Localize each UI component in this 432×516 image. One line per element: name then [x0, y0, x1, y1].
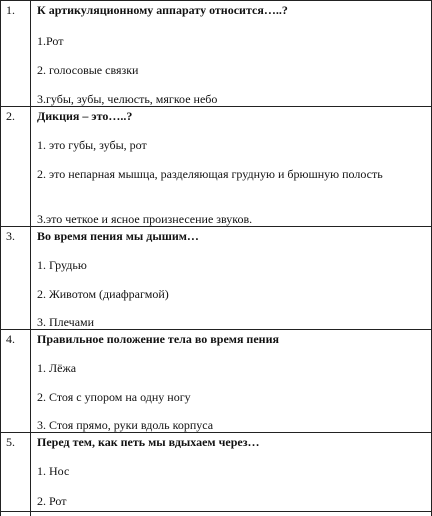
question-number: 4. [6, 332, 15, 346]
question-text: К артикуляционному аппарату относится…..? [37, 3, 288, 17]
question-number: 3. [6, 229, 15, 243]
question-number: 2. [6, 109, 15, 123]
question-number: 1. [6, 3, 15, 17]
column-divider [30, 0, 31, 516]
answer-option: 2. Животом (диафрагмой) [37, 287, 169, 301]
question-number: 5. [6, 435, 15, 449]
question-text: Перед тем, как петь мы вдыхаем через… [37, 435, 260, 449]
table-border-bottom [0, 511, 432, 512]
row-divider [0, 226, 432, 227]
answer-option: 2. голосовые связки [37, 63, 139, 77]
answer-option: 3. Плечами [37, 315, 95, 329]
answer-option: 1.Рот [37, 34, 64, 48]
answer-option: 1. это губы, зубы, рот [37, 138, 147, 152]
row-divider [0, 329, 432, 330]
question-text: Дикция – это…..? [37, 109, 133, 123]
row-divider [0, 106, 432, 107]
answer-option: 2. Рот [37, 494, 67, 508]
answer-option: 3.это четкое и ясное произнесение звуков. [37, 212, 253, 226]
answer-option: 2. это непарная мышца, разделяющая грудную и брюшную полость [37, 167, 383, 181]
answer-option: 1. Лёжа [37, 361, 77, 375]
table-border-top [0, 0, 432, 1]
answer-option: 1. Грудью [37, 258, 87, 272]
row-divider [0, 432, 432, 433]
table-border-left [0, 0, 1, 516]
answer-option: 1. Нос [37, 464, 70, 478]
answer-option: 3.губы, зубы, челюсть, мягкое небо [37, 92, 218, 106]
answer-option: 3. Стоя прямо, руки вдоль корпуса [37, 418, 214, 432]
question-text: Правильное положение тела во время пения [37, 332, 279, 346]
answer-option: 2. Стоя с упором на одну ногу [37, 390, 191, 404]
question-text: Во время пения мы дышим… [37, 229, 199, 243]
